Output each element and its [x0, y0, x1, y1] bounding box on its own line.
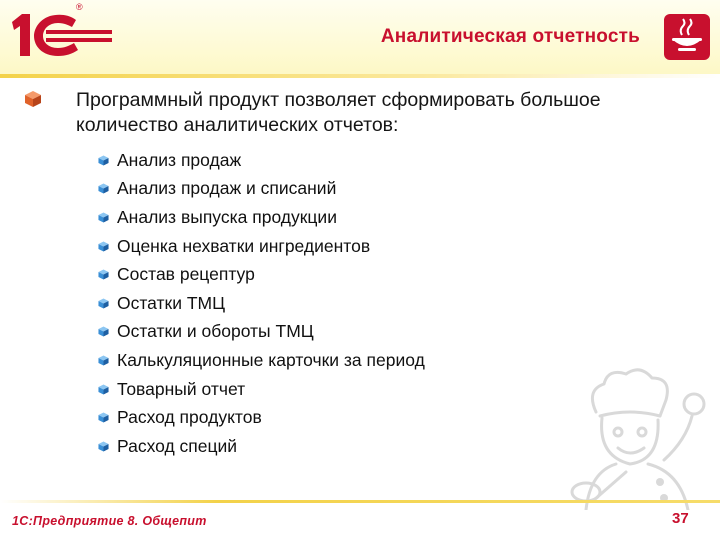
report-name: Остатки ТМЦ — [117, 292, 226, 313]
list-item — [98, 375, 425, 404]
cube-bullet-icon — [98, 155, 109, 166]
list-item — [98, 260, 425, 289]
cube-bullet-icon — [98, 241, 109, 252]
list-item — [98, 289, 425, 318]
cube-bullet-icon — [98, 183, 109, 194]
header-divider — [0, 74, 720, 78]
report-name: Состав рецептур — [117, 264, 255, 285]
report-name: Анализ продаж — [117, 149, 242, 170]
cube-bullet-icon — [98, 355, 109, 366]
chef-illustration-icon — [556, 360, 716, 510]
footer-divider — [0, 500, 720, 503]
intro-text: Программный продукт позволяет сформировать большое количество аналитических отчетов: — [76, 89, 601, 136]
page-number: 37 — [672, 510, 689, 527]
list-item — [98, 318, 425, 347]
report-name: Остатки и обороты ТМЦ — [117, 321, 314, 342]
1c-logo — [6, 8, 116, 60]
list-item — [98, 203, 425, 232]
cube-bullet-icon — [98, 384, 109, 395]
list-item — [98, 346, 425, 375]
report-name: Оценка нехватки ингредиентов — [117, 235, 371, 256]
cube-bullet-icon — [98, 212, 109, 223]
slide-title: Аналитическая отчетность — [380, 26, 640, 47]
list-item — [98, 432, 425, 461]
slide-header — [0, 0, 720, 74]
list-item — [98, 403, 425, 432]
cube-bullet-icon — [98, 298, 109, 309]
list-item — [98, 232, 425, 261]
dish-icon — [664, 14, 710, 60]
report-name: Товарный отчет — [117, 378, 246, 399]
registered-mark: ® — [76, 2, 83, 12]
report-name: Анализ продаж и списаний — [117, 178, 337, 199]
report-list — [98, 146, 425, 461]
cube-bullet-icon — [98, 326, 109, 337]
report-name: Расход продуктов — [117, 407, 262, 428]
cube-bullet-icon — [24, 90, 42, 108]
report-name: Расход специй — [117, 435, 238, 456]
report-name: Калькуляционные карточки за период — [117, 349, 425, 370]
product-name: 1С:Предприятие 8. Общепит — [12, 514, 207, 528]
list-item — [98, 175, 425, 204]
cube-bullet-icon — [98, 412, 109, 423]
cube-bullet-icon — [98, 269, 109, 280]
cube-bullet-icon — [98, 441, 109, 452]
list-item — [98, 146, 425, 175]
report-name: Анализ выпуска продукции — [117, 206, 337, 227]
